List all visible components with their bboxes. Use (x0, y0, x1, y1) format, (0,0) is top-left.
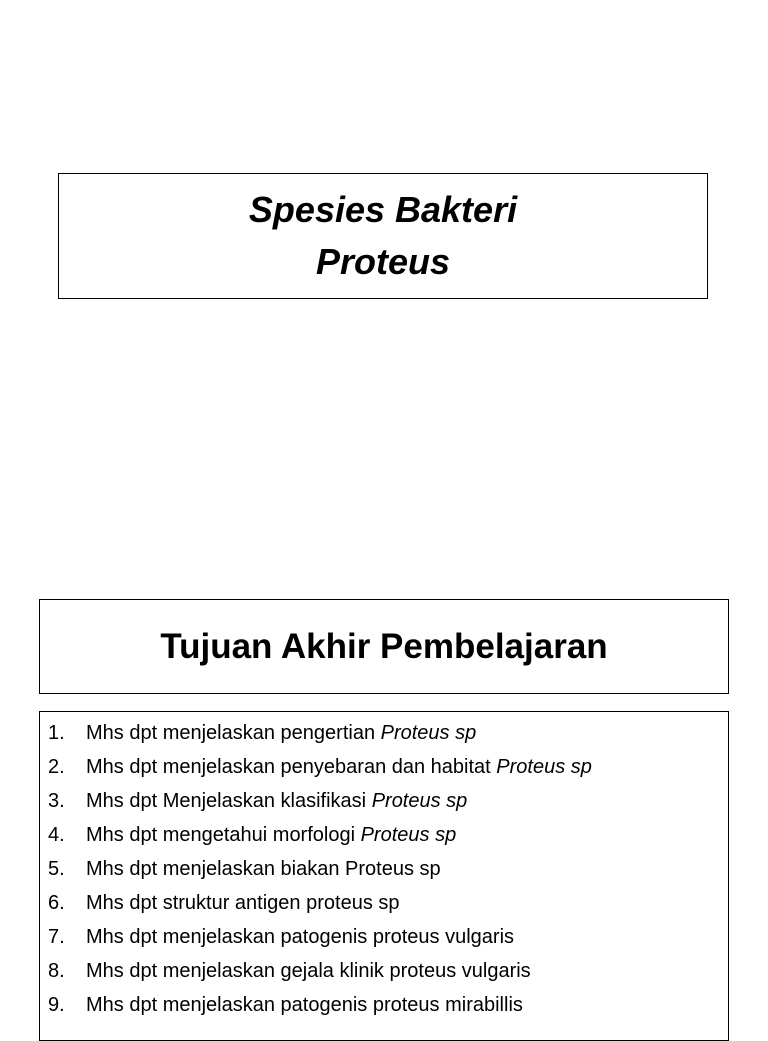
list-item-number: 4. (48, 824, 65, 846)
list-item-text: Mhs dpt menjelaskan penyebaran dan habitat Proteus sp (86, 756, 592, 778)
list-item-text: Mhs dpt menjelaskan patogenis proteus vulgaris (86, 926, 515, 948)
list-item-number: 3. (48, 790, 65, 812)
list-item-text: Mhs dpt menjelaskan biakan Proteus sp (86, 858, 441, 880)
list-item-number: 9. (48, 994, 65, 1016)
list-item (40, 954, 728, 988)
list-item-text: Mhs dpt struktur antigen proteus sp (86, 892, 400, 914)
title-slide-box (58, 173, 708, 299)
list-item-number: 1. (48, 722, 65, 744)
list-item (40, 852, 728, 886)
list-item (40, 750, 728, 784)
list-item-number: 2. (48, 756, 65, 778)
objectives-list (39, 711, 729, 1041)
list-item-italic: Proteus sp (380, 722, 477, 744)
list-item (40, 920, 728, 954)
list-item (40, 886, 728, 920)
title-line-2: Proteus (315, 241, 451, 282)
list-item (40, 818, 728, 852)
list-item (40, 716, 728, 750)
list-item-italic: Proteus sp (371, 790, 468, 812)
list-item-text: Mhs dpt menjelaskan pengertian Proteus sp (86, 722, 477, 744)
page-heading: Tujuan Akhir Pembelajaran (160, 626, 608, 666)
list-item-number: 6. (48, 892, 65, 914)
list-item (40, 784, 728, 818)
heading-box (39, 599, 729, 694)
list-item-number: 5. (48, 858, 65, 880)
list-item-italic: Proteus sp (360, 824, 457, 846)
list-item (40, 988, 728, 1022)
list-item-text: Mhs dpt menjelaskan gejala klinik proteus vulgaris (86, 960, 531, 982)
list-item-number: 7. (48, 926, 65, 948)
title-line-1: Spesies Bakteri (248, 189, 518, 230)
list-item-text: Mhs dpt mengetahui morfologi Proteus sp (86, 824, 457, 846)
list-item-number: 8. (48, 960, 65, 982)
list-item-text: Mhs dpt Menjelaskan klasifikasi Proteus sp (86, 790, 468, 812)
list-item-italic: Proteus sp (496, 756, 592, 778)
list-item-text: Mhs dpt menjelaskan patogenis proteus mirabillis (86, 994, 523, 1016)
